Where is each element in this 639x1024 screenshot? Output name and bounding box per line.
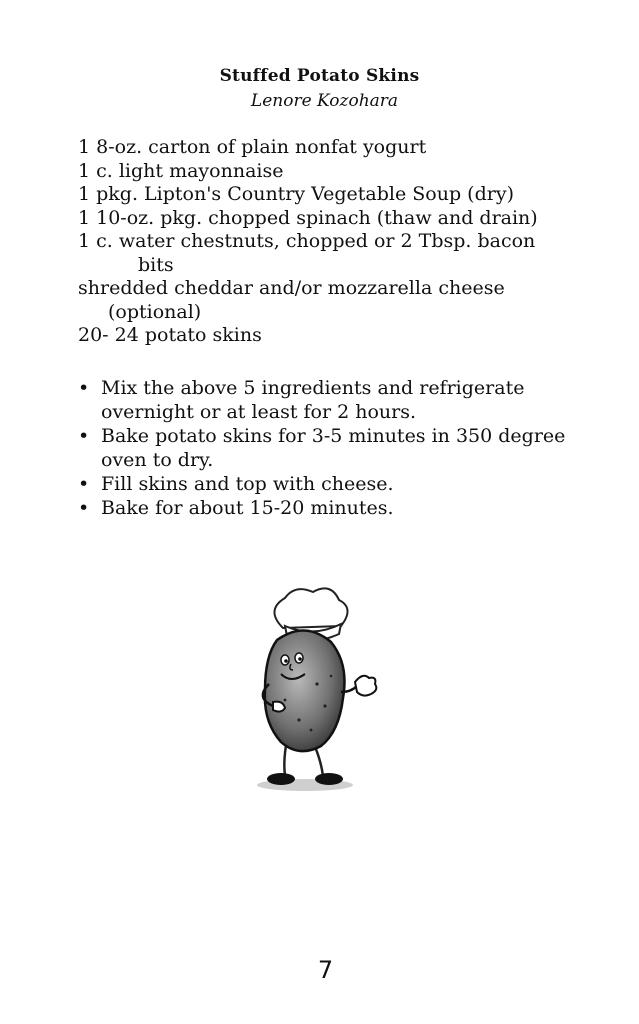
ingredient-item <box>78 183 598 207</box>
ingredient-item <box>78 160 598 184</box>
instruction-step <box>78 496 578 520</box>
ingredient-text: 1 pkg. Lipton's Country Vegetable Soup (dry) <box>78 183 514 205</box>
bullet-icon: • <box>78 497 90 519</box>
instruction-text: Fill skins and top with cheese. <box>101 473 394 495</box>
instruction-step <box>78 424 578 472</box>
instruction-step <box>78 376 578 424</box>
instruction-text: Bake potato skins for 3-5 minutes in 350 degree oven to dry. <box>101 425 566 471</box>
bullet-icon: • <box>78 425 90 447</box>
ingredient-list <box>78 136 598 348</box>
recipe-author: Lenore Kozohara <box>250 91 399 111</box>
ingredient-text: 1 c. light mayonnaise <box>78 159 284 182</box>
page-number: 7 <box>317 956 334 984</box>
instruction-text: Bake for about 15-20 minutes. <box>101 497 394 519</box>
ingredient-text: shredded cheddar and/or mozzarella cheese <box>78 277 505 299</box>
ingredient-continuation: bits <box>138 253 174 276</box>
ingredient-text: 20- 24 potato skins <box>78 324 262 346</box>
ingredient-item <box>78 136 598 160</box>
instruction-text: Mix the above 5 ingredients and refrigerate overnight or at least for 2 hours. <box>101 377 525 423</box>
recipe-title: Stuffed Potato Skins <box>219 66 420 86</box>
bullet-icon: • <box>78 377 90 399</box>
bullet-icon: • <box>78 473 90 495</box>
potato-chef-mascot-icon <box>225 580 385 805</box>
instruction-list <box>78 376 578 520</box>
ingredient-item <box>78 230 598 277</box>
ingredient-text: 1 8-oz. carton of plain nonfat yogurt <box>78 136 427 158</box>
ingredient-continuation: (optional) <box>108 300 202 323</box>
instruction-step <box>78 472 578 496</box>
ingredient-text: 1 10-oz. pkg. chopped spinach (thaw and drain) <box>78 206 538 229</box>
ingredient-item <box>78 207 598 231</box>
ingredient-text: 1 c. water chestnuts, chopped or 2 Tbsp. bacon <box>78 230 536 252</box>
ingredient-item <box>78 324 598 348</box>
ingredient-item <box>78 277 598 324</box>
